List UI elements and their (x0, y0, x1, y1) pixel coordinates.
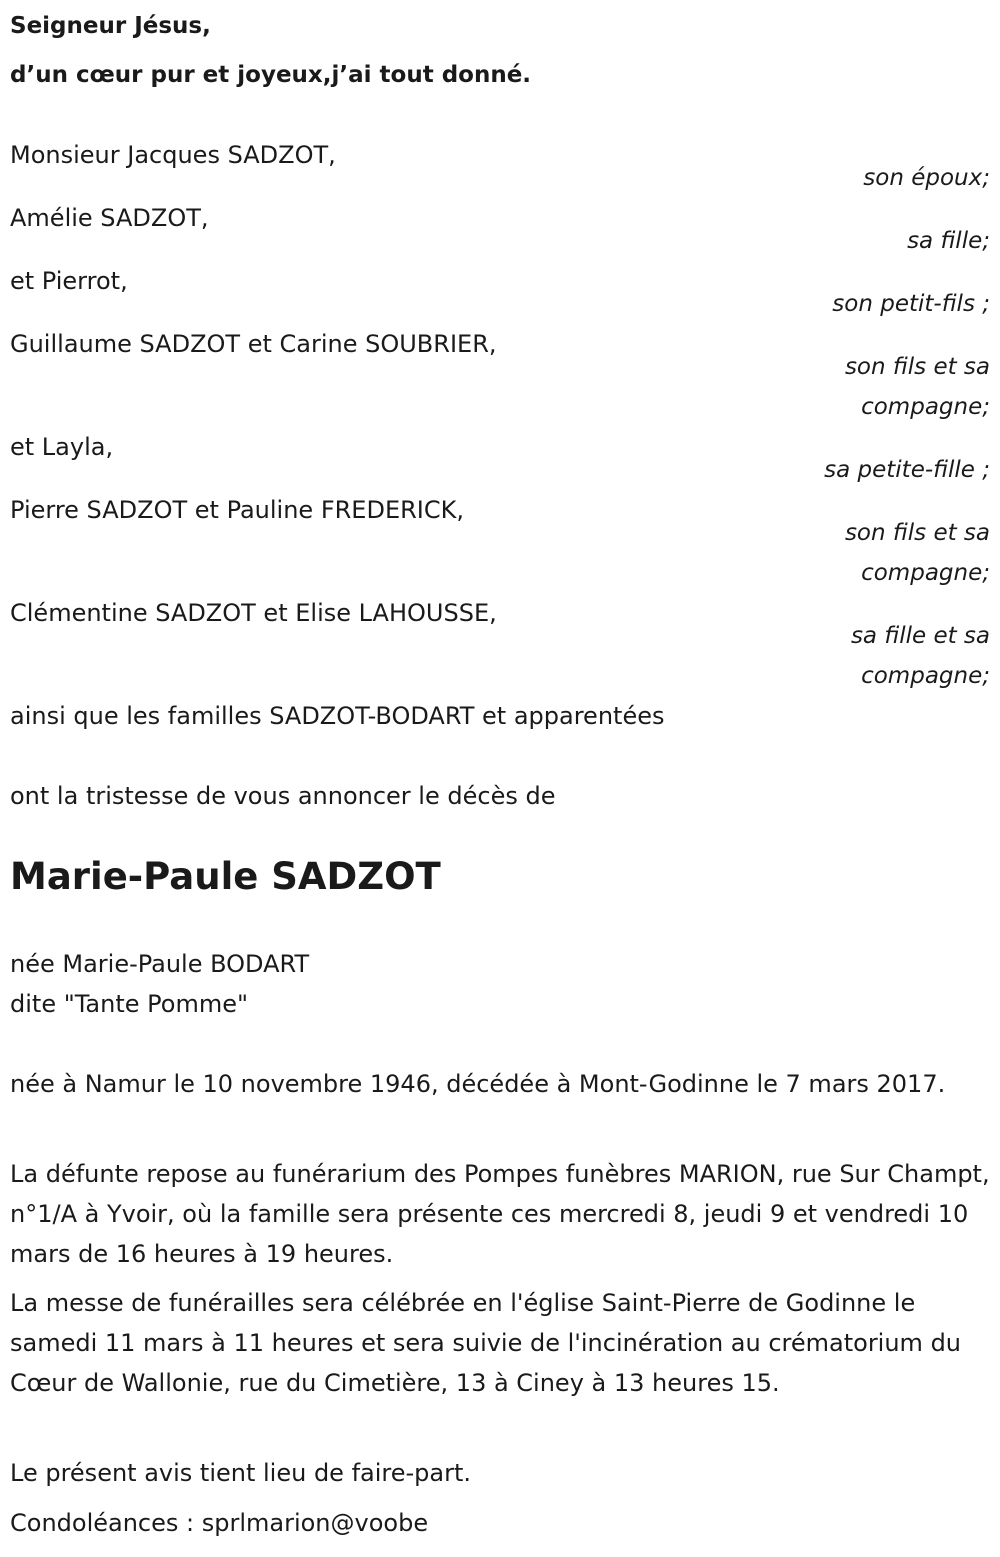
nickname: dite "Tante Pomme" (10, 990, 249, 1018)
funeral-paragraph: La messe de funérailles sera célébrée en l'église Saint-Pierre de Godinne le samedi 11 mars à 11 heures et sera suivie de l'incinération au crématorium du Cœur de Wallonie, rue du Cimetière, 13 à Ciney à 13 heures 15. (10, 1289, 962, 1397)
family-member-name: Monsieur Jacques SADZOT, (10, 141, 336, 169)
family-member-relation: sa fille et sa compagne; (850, 623, 990, 689)
family-member-name: Amélie SADZOT, (10, 204, 209, 232)
family-member-relation: son époux; (863, 165, 990, 191)
dates-paragraph: née à Namur le 10 novembre 1946, décédée à Mont-Godinne le 7 mars 2017. (10, 1070, 946, 1098)
family-member-relation: son fils et sa compagne; (844, 354, 990, 420)
family-member-relation: sa fille; (907, 228, 990, 254)
family-member-name: et Layla, (10, 433, 114, 461)
family-member-name: Clémentine SADZOT et Elise LAHOUSSE, (10, 599, 497, 627)
families-line: ainsi que les familles SADZOT-BODART et apparentées (10, 702, 665, 730)
family-member-relation: son petit-fils ; (832, 291, 990, 317)
family-member-name: Guillaume SADZOT et Carine SOUBRIER, (10, 330, 497, 358)
prayer-line-1: Seigneur Jésus, (10, 13, 211, 39)
prayer-line-2: d’un cœur pur et joyeux,j’ai tout donné. (10, 62, 532, 88)
family-member-relation: sa petite-fille ; (824, 457, 990, 483)
birth-name: née Marie-Paule BODART (10, 950, 310, 978)
condolences-paragraph: Condoléances : sprlmarion@voobe (10, 1509, 429, 1537)
family-member-relation: son fils et sa compagne; (844, 520, 990, 586)
deceased-name: Marie-Paule SADZOT (10, 855, 441, 898)
announce-line: ont la tristesse de vous annoncer le décès de (10, 782, 556, 810)
notice-paragraph: Le présent avis tient lieu de faire-part. (10, 1459, 472, 1487)
family-member-name: Pierre SADZOT et Pauline FREDERICK, (10, 496, 464, 524)
visitation-paragraph: La défunte repose au funérarium des Pompes funèbres MARION, rue Sur Champt, n°1/A à Yvoir, où la famille sera présente ces mercredi 8, jeudi 9 et vendredi 10 mars de 16 heures à 19 heures. (10, 1160, 990, 1268)
family-member-name: et Pierrot, (10, 267, 128, 295)
